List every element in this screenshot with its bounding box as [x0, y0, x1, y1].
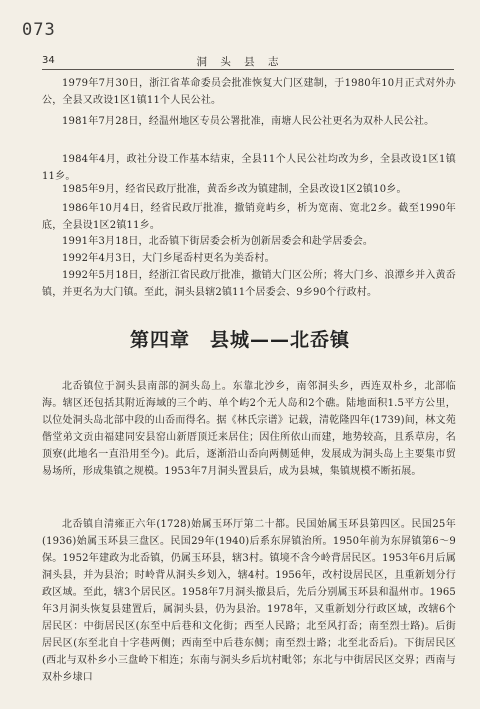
header-rule	[42, 69, 454, 70]
paragraph-1981: 1981年7月28日，经温州地区专员公署批准，南塘人民公社更名为双朴人民公社。	[62, 116, 435, 127]
paragraph-1984: 1984年4月，政社分设工作基本结束，全县11个人民公社均改为乡，全县改设1区1镇11乡。	[42, 154, 456, 182]
running-header-title: 洞 头 县 志	[196, 56, 284, 68]
page-stamp: 073	[22, 20, 56, 40]
chapter-title: 第四章 县城——北岙镇	[129, 329, 350, 351]
page-number: 34	[42, 55, 55, 66]
paragraph-1992-april: 1992年4月3日，大门乡尾岙村更名为美岙村。	[62, 253, 275, 264]
paragraph-history: 北岙镇自清雍正六年(1728)始属玉环厅第二十都。民国始属玉环县第四区。民国25年(1936)始属玉环县三盘区。民国29年(1940)后系东屏镇治所。1950年前为东屏镇第6～9保。1952年建政为北岙镇，仍属玉环县，辖3村。镇境不含今岭背居民区。1953年6月后属洞头县，并为县治；时岭背从洞头乡划入，辖4村。1956年，改村设居民区，且重新划分行政区域。至此，辖3个居民区。1958年7月洞头撤县后，先后分别属玉环县和温州市。1965年3月洞头恢复县建置后，属洞头县，仍为县治。1978年，又重新划分行政区域，改辖6个居民区：中街居民区(东至中后巷和文化街；西至人民路；北至风打岙；南至烈士路)。后街居民区(东至北自十字巷两侧；西南至中后巷东侧；南至烈士路；北至北岙后)。下街居民区(西北与双朴乡小三盘岭下相连；东南与洞头乡后坑村毗邻；东北与中街居民区交界；西南与双朴乡埭口	[42, 519, 456, 683]
paragraph-1985: 1985年9月，经省民政厅批准，黄岙乡改为镇建制，全县改设1区2镇10乡。	[62, 184, 407, 195]
paragraph-1992-may: 1992年5月18日，经浙江省民政厅批准，撤销大门区公所；将大门乡、浪潭乡并入黄岙镇，并更名为大门镇。至此，洞头县辖2镇11个居委会、9乡90个行政村。	[42, 270, 456, 298]
paragraph-1986: 1986年10月4日，经省民政厅批准，撤销竟屿乡，析为宽南、宽北2乡。截至1990年底，全县设1区2镇11乡。	[42, 203, 456, 231]
paragraph-1979: 1979年7月30日，浙江省革命委员会批准恢复大门区建制，于1980年10月正式对外办公，全县又改设1区1镇11个人民公社。	[42, 78, 456, 106]
paragraph-location: 北岙镇位于洞头县南部的洞头岛上。东靠北沙乡，南邻洞头乡，西连双朴乡，北部临海。辖区还包括其附近海域的三个屿、单个屿2个无人岛和2个礁。陆地面积1.5平方公里，以位处洞头岛北部中段的山岙而得名。据《林氏宗谱》记载，清乾隆四年(1739)间，林文苑偕堂弟文贡由福建同安县窑山新厝顶迁来居住；因住所依山而建，地势较高，且系草房，名顶寮(此地名一直沿用至今)。此后，逐渐沿山岙向两侧延伸，发展成为洞头岛上主要集市贸易场所，形成集镇之规模。1953年7月洞头置县后，成为县城，集镇规模不断拓展。	[42, 381, 456, 477]
paragraph-1991: 1991年3月18日，北岙镇下街居委会析为创新居委会和赴学居委会。	[62, 236, 374, 247]
